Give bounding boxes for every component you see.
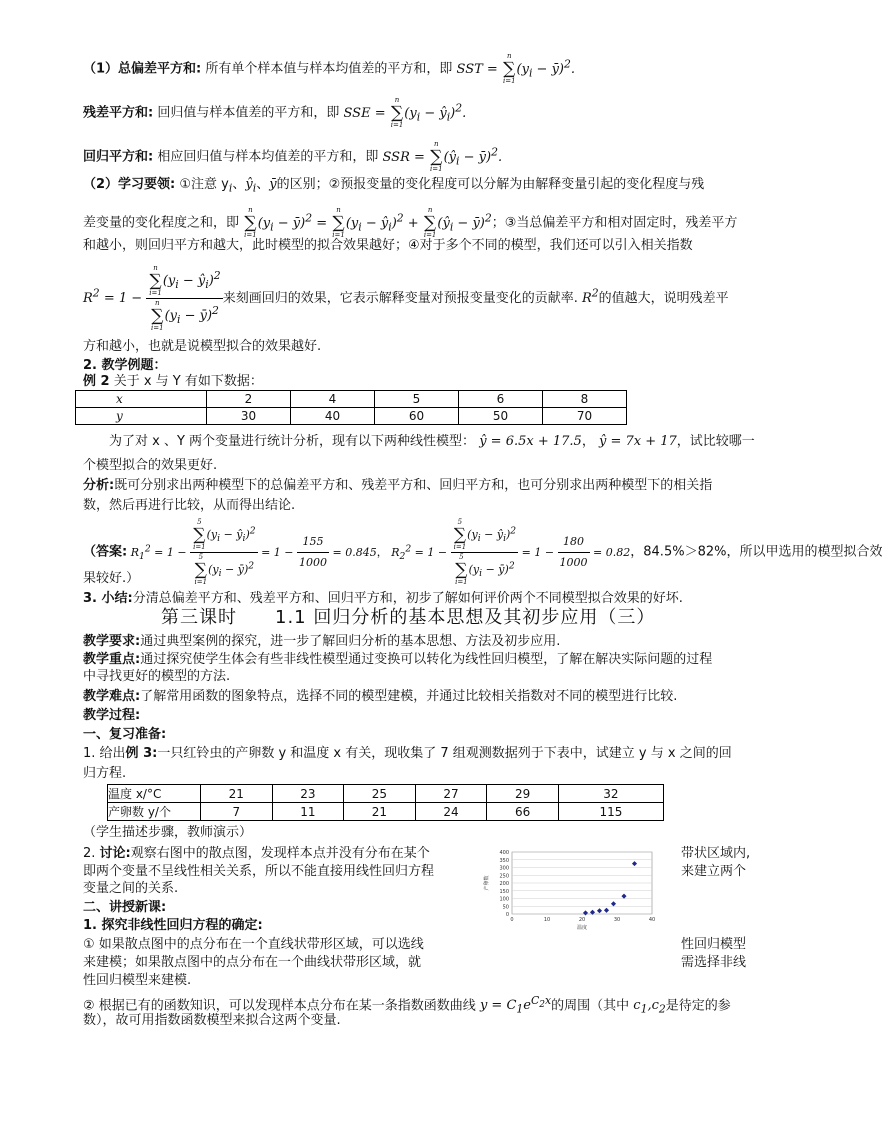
essentials-line-5: 方和越小，也就是说模型拟合的效果越好. bbox=[83, 339, 322, 354]
x-tick-label: 40 bbox=[648, 917, 656, 923]
chart-axes bbox=[483, 850, 655, 931]
ssr-line bbox=[83, 140, 502, 174]
x-tick-label: 20 bbox=[578, 917, 586, 923]
essentials-text-5: 来刻画回归的效果，它表示解释变量对预报变量变化的贡献率. bbox=[222, 291, 578, 306]
table-cell: 30 bbox=[207, 408, 291, 425]
example2-problem-line: 为了对 x 、Y 两个变量进行统计分析，现有以下两种线性模型： ŷ = 6.5x + 17.5， ŷ = 7x + 17，试比较哪一 bbox=[109, 434, 755, 449]
sst-text: 所有单个样本值与样本均值差的平方和，即 bbox=[205, 61, 453, 77]
table-cell: 115 bbox=[558, 803, 663, 821]
table-cell: 5 bbox=[375, 391, 459, 408]
table-cell: 11 bbox=[272, 803, 344, 821]
sst-line bbox=[83, 52, 575, 86]
ybar-symbol: ȳ bbox=[269, 177, 277, 192]
essentials-text-4: ；③当总偏差平方和相对固定时，残差平方 bbox=[491, 215, 738, 231]
table-cell: 27 bbox=[415, 785, 487, 803]
key-line-2: 中寻找更好的模型的方法. bbox=[83, 669, 231, 684]
summary-text: 分清总偏差平方和、残差平方和、回归平方和，初步了解如何评价两个不同模型拟合效果的好坏. bbox=[132, 591, 683, 606]
explore-heading: 1. 探究非线性回归方程的确定: bbox=[83, 918, 263, 933]
c1-right-2: 需选择非线 bbox=[681, 955, 747, 970]
analysis-line-2: 数，然后再进行比较，从而得出结论. bbox=[83, 498, 296, 513]
sse-label: 残差平方和: bbox=[83, 105, 154, 121]
c2-line-2: 数），故可用指数函数模型来拟合这两个变量. bbox=[83, 1013, 341, 1028]
example2-line bbox=[83, 373, 263, 391]
analysis-line-1 bbox=[83, 477, 712, 495]
sse-line bbox=[83, 96, 466, 130]
x-tick-label: 10 bbox=[543, 917, 551, 923]
item1-line bbox=[83, 745, 732, 763]
answer-label: （答案: bbox=[83, 544, 128, 560]
c2-text-3: 是待定的参 bbox=[665, 998, 731, 1014]
analysis-label: 分析: bbox=[83, 478, 115, 493]
example2-table bbox=[75, 390, 627, 425]
x-tick-label: 30 bbox=[613, 917, 621, 923]
x-axis-label: 温度 bbox=[576, 925, 588, 931]
req-label: 教学要求: bbox=[83, 634, 141, 649]
table-row bbox=[76, 408, 627, 425]
example3-table bbox=[107, 784, 664, 821]
x-tick-label: 0 bbox=[510, 917, 514, 923]
y-tick-label: 50 bbox=[502, 904, 509, 911]
discussion-line-1 bbox=[83, 845, 430, 863]
discussion-right-1: 带状区域内, bbox=[681, 846, 751, 861]
item1-text: 一只红铃虫的产卵数 y 和温度 x 有关，现收集了 7 组观测数据列于下表中，试建立 y 与 x 之间的回 bbox=[157, 746, 732, 761]
scatter-chart bbox=[430, 844, 680, 930]
table-row bbox=[76, 391, 627, 408]
table-cell: 2 bbox=[207, 391, 291, 408]
table-cell: 6 bbox=[459, 391, 543, 408]
table-cell: 29 bbox=[487, 785, 559, 803]
sst-label: （1）总偏差平方和: bbox=[83, 61, 202, 77]
diff-line bbox=[83, 688, 677, 706]
essentials-line-4 bbox=[83, 264, 729, 333]
sse-formula: SSE = n ∑ i=1 ($y_i$ − $ŷ_i)^2$. bbox=[343, 96, 467, 129]
item1-line-2: 归方程. bbox=[83, 766, 127, 781]
essentials-text-6: 的值越大，说明残差平 bbox=[598, 291, 729, 306]
c1-right-1: 性回归模型 bbox=[681, 937, 747, 952]
teaching-example-heading: 2. 教学例题： bbox=[83, 358, 167, 373]
ssr-formula: SSR = n ∑ i=1 ($ŷ_i$ − ȳ)$^2$. bbox=[382, 140, 503, 173]
y-tick-label: 400 bbox=[499, 850, 509, 856]
analysis-text-1: 既可分别求出两种模型下的总偏差平方和、残差平方和、回归平方和，也可分别求出两种模型下的相关指 bbox=[114, 478, 713, 493]
table-cell: 温度 x/°C bbox=[108, 785, 201, 803]
essentials-line-1: （2）学习要领: ①注意 $y_i$、$ŷ_i$、ȳ的区别；②预报变量的变化程度可以分解为由解释变量引起的变化程度与残 bbox=[83, 177, 705, 195]
y-tick-label: 350 bbox=[499, 857, 509, 864]
key-text-1: 通过探究使学生体会有些非线性模型通过变换可以转化为线性回归模型，了解在解决实际问题的过程 bbox=[140, 652, 713, 667]
answer-end: 果较好.） bbox=[83, 571, 140, 586]
process-heading: 教学过程: bbox=[83, 708, 141, 723]
discussion-text-1: 观察右图中的散点图，发现样本点并没有分布在某个 bbox=[130, 846, 430, 861]
review-heading: 一、复习准备: bbox=[83, 727, 167, 742]
table-cell: y bbox=[76, 408, 207, 425]
table-cell: 21 bbox=[201, 785, 273, 803]
table-cell: 50 bbox=[459, 408, 543, 425]
yhat-symbol: $ŷ_i$ bbox=[245, 177, 257, 195]
summary-label: 3. 小结: bbox=[83, 591, 133, 606]
y-tick-label: 0 bbox=[505, 912, 509, 918]
c1-line-1: ① 如果散点图中的点分布在一个直线状带形区域，可以选线 bbox=[83, 937, 424, 952]
table-cell: 24 bbox=[415, 803, 487, 821]
sep-2: 、 bbox=[256, 177, 270, 192]
answer-line: （答案: $R_1^2 = 1$ − 5 ∑ i=1 ($y_i$ − $ŷ_i)^2$ 5 ∑ i=1 ($y_i$ − ȳ)$^2$ = 1 − $\frac{155}{1000}$ = 0.845， $R_2^2 = 1$ − 5 ∑ i=1 ($y_i$ − $ŷ_i)^2$ 5 ∑ i=1 ($y_i$ − ȳ)$^2$ = 1 − $\frac{180}{1000}$ = 0.82，84.5%＞82%，所以甲选用的模型拟合效 bbox=[83, 518, 882, 586]
c2-text-1: ② 根据已有的函数知识，可以发现样本点分布在某一条指数函数曲线 bbox=[83, 998, 476, 1014]
model-1-text: = 6.5x + 17.5 bbox=[490, 434, 582, 449]
essentials-line-2 bbox=[83, 206, 737, 240]
example2-problem-text: 为了对 x 、Y 两个变量进行统计分析，现有以下两种线性模型： bbox=[109, 434, 476, 449]
table-cell: 70 bbox=[543, 408, 627, 425]
table-cell: x bbox=[76, 391, 207, 408]
summary-line bbox=[83, 590, 683, 608]
y-tick-label: 150 bbox=[499, 888, 509, 895]
essentials-text-2: 的区别；②预报变量的变化程度可以分解为由解释变量引起的变化程度与残 bbox=[276, 177, 705, 192]
answer-r2-den: 1000 bbox=[559, 556, 588, 569]
params-symbol: $c_1,c_2$ bbox=[633, 998, 666, 1016]
c1-line-3: 性回归模型来建模. bbox=[83, 973, 192, 988]
lesson3-title: 第三课时 1.1 回归分析的基本思想及其初步应用（三） bbox=[161, 607, 656, 628]
c1-line-2: 来建模；如果散点图中的点分布在一个曲线状带形区域，就 bbox=[83, 955, 422, 970]
discussion-line-3: 变量之间的关系. bbox=[83, 881, 179, 896]
answer-r1-num: 155 bbox=[297, 532, 329, 553]
answer-r2-num: 180 bbox=[558, 532, 590, 553]
discussion-line-2: 即两个变量不呈线性相关关系，所以不能直接用线性回归方程 bbox=[83, 864, 435, 879]
model-2: ŷ = 7x + 17 bbox=[598, 434, 677, 449]
note-line: （学生描述步骤，教师演示） bbox=[83, 825, 253, 840]
c2-text-2: 的周围（其中 bbox=[551, 998, 630, 1014]
table-cell: 产卵数 y/个 bbox=[108, 803, 201, 821]
table-cell: 66 bbox=[487, 803, 559, 821]
example2-label: 例 2 bbox=[83, 374, 110, 389]
r2-formula: $R^2 = 1$ − n ∑ i=1 ($y_i$ − $ŷ_i)^2$ n ∑ i=1 ($y_i$ − ȳ)$^2$ bbox=[83, 264, 221, 332]
ssr-text: 相应回归值与样本均值差的平方和，即 bbox=[157, 149, 379, 165]
req-text: 通过典型案例的探究，进一步了解回归分析的基本思想、方法及初步应用. bbox=[140, 634, 561, 649]
example2-problem-tail: ，试比较哪一 bbox=[676, 434, 755, 449]
discussion-right-2: 来建立两个 bbox=[681, 864, 747, 879]
table-row bbox=[108, 803, 664, 821]
discussion-label: 讨论: bbox=[99, 846, 131, 861]
exp-formula: $y = C_1e^{C_2x}$ bbox=[479, 994, 552, 1016]
answer-r1: $R_1^2 = 1$ − 5 ∑ i=1 ($y_i$ − $ŷ_i)^2$ 5 ∑ i=1 ($y_i$ − ȳ)$^2$ = 1 − $\frac{155}{1000}$ = 0.845 bbox=[130, 518, 377, 586]
table-cell: 21 bbox=[344, 803, 416, 821]
discussion-num: 2. bbox=[83, 846, 96, 861]
sst-formula: SST = n ∑ i=1 ($y_i$ − ȳ)$^2$. bbox=[456, 52, 576, 85]
model-2-text: = 7x + 17 bbox=[610, 434, 677, 449]
y-tick-label: 300 bbox=[499, 865, 509, 872]
table-cell: 25 bbox=[344, 785, 416, 803]
ssr-label: 回归平方和: bbox=[83, 149, 154, 165]
key-line-1 bbox=[83, 651, 712, 669]
answer-r1-den: 1000 bbox=[299, 556, 328, 569]
decomposition-formula: n ∑ i=1 ($y_i$ − ȳ)$^2$ = n ∑ i=1 ($y_i$ − $ŷ_i)^2$ + n ∑ i=1 ($ŷ_i$ − ȳ)$^2$ bbox=[244, 206, 492, 239]
example3-label: 例 3: bbox=[125, 746, 158, 761]
r2-symbol: $R^2$ bbox=[581, 286, 599, 306]
new-lesson-heading: 二、讲授新课: bbox=[83, 900, 167, 915]
essentials-label: （2）学习要领: bbox=[83, 177, 176, 192]
example2-problem-line-2: 个模型拟合的效果更好. bbox=[83, 458, 218, 473]
sep-1: 、 bbox=[232, 177, 246, 192]
table-cell: 7 bbox=[201, 803, 273, 821]
diff-label: 教学难点: bbox=[83, 689, 141, 704]
y-axis-label: 产卵数 bbox=[484, 875, 490, 891]
essentials-text-1: ①注意 y bbox=[179, 177, 229, 192]
answer-r1-value: = 0.845 bbox=[332, 545, 377, 559]
table-cell: 4 bbox=[291, 391, 375, 408]
sse-text: 回归值与样本值差的平方和，即 bbox=[157, 105, 340, 121]
table-cell: 8 bbox=[543, 391, 627, 408]
diff-text: 了解常用函数的图象特点，选择不同的模型建模，并通过比较相关指数对不同的模型进行比较. bbox=[140, 689, 678, 704]
table-cell: 40 bbox=[291, 408, 375, 425]
answer-tail: ，84.5%＞82%，所以甲选用的模型拟合效 bbox=[630, 544, 882, 560]
model-1: ŷ = 6.5x + 17.5 bbox=[479, 434, 582, 449]
key-label: 教学重点: bbox=[83, 652, 141, 667]
table-cell: 23 bbox=[272, 785, 344, 803]
y-tick-label: 100 bbox=[499, 896, 509, 903]
table-cell: 32 bbox=[558, 785, 663, 803]
answer-r2: $R_2^2 = 1$ − 5 ∑ i=1 ($y_i$ − $ŷ_i)^2$ 5 ∑ i=1 ($y_i$ − ȳ)$^2$ = 1 − $\frac{180}{1000}$ = 0.82 bbox=[391, 518, 631, 586]
item1-prefix: 1. 给出 bbox=[83, 746, 126, 761]
example2-text: 关于 x 与 Y 有如下数据： bbox=[113, 374, 263, 389]
y-tick-label: 250 bbox=[499, 873, 509, 880]
table-cell: 60 bbox=[375, 408, 459, 425]
y-tick-label: 200 bbox=[499, 881, 509, 887]
req-line bbox=[83, 633, 560, 651]
essentials-text-3: 差变量的变化程度之和，即 bbox=[83, 215, 240, 231]
essentials-line-3: 和越小，则回归平方和越大，此时模型的拟合效果越好；④对于多个不同的模型，我们还可以引入相关指数 bbox=[83, 238, 693, 253]
answer-r2-value: = 0.82 bbox=[593, 545, 631, 559]
table-row bbox=[108, 785, 664, 803]
